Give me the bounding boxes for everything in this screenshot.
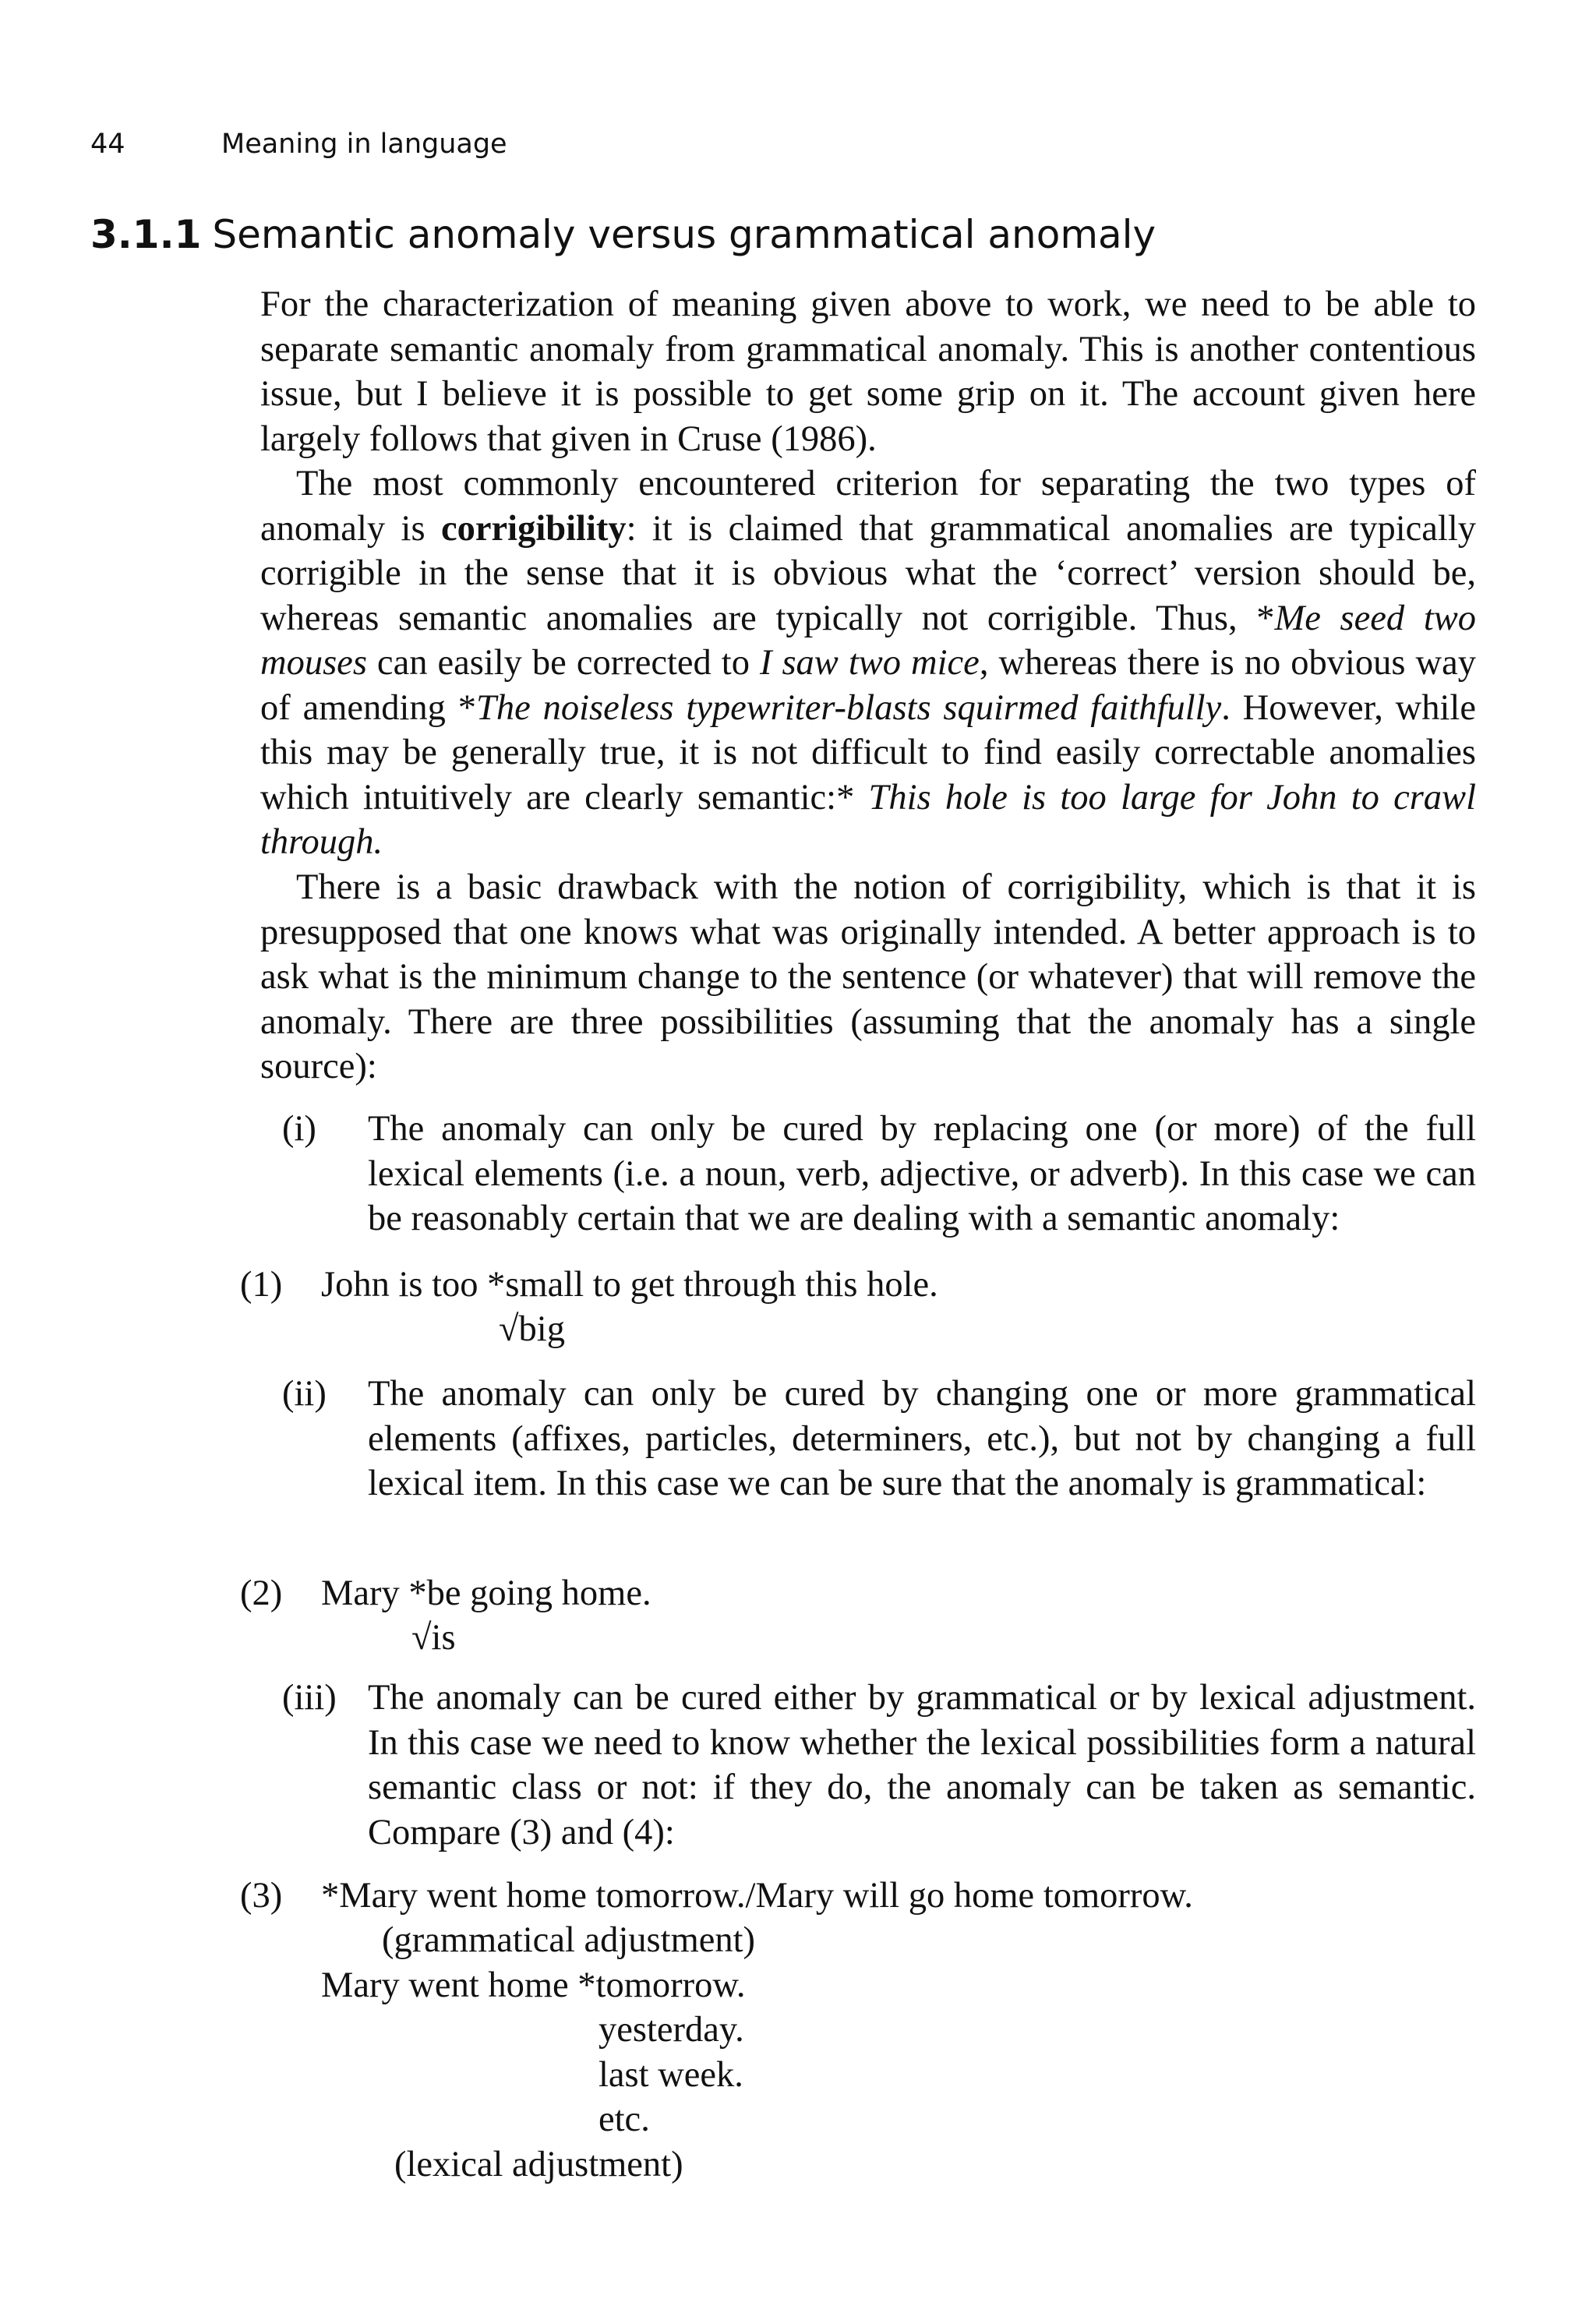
example-noiseless-typewriter: The noiseless typewriter-blasts squirmed faithfully [476,687,1222,728]
section-number: 3.1.1 [90,212,202,257]
possibility-text: The anomaly can only be cured by replacing one (or more) of the full lexical elements (i.e. a noun, verb, adjective, or adverb). In this case we can be reasonably certain that we are dealing with a semantic anomaly: [368,1109,1476,1238]
example-alternative: etc. [598,2099,650,2139]
body-paragraph-3: There is a basic drawback with the notion of corrigibility, which is that it is presupposed that one knows what was originally intended. A better approach is to ask what is the minimum change to the sentence (or whatever) that will remove the anomaly. There are three possibilities (assuming that the anomaly has a single source): [260,867,1476,1086]
example-this-hole: This hole is too large for John to crawl through. [260,777,1476,862]
example-i-saw-two-mice: I saw two mice [759,643,980,683]
possibility-marker: (iii) [282,1678,337,1718]
page-number: 44 [90,129,125,160]
example-correction: √is [411,1618,456,1658]
possibility-iii [282,1676,1476,1855]
possibility-text: The anomaly can only be cured by changing one or more grammatical elements (affixes, particles, determiners, etc.), but not by changing a full lexical item. In this case we can be sure that the anomaly is grammatical: [368,1374,1476,1503]
example-me-seed-two-mouses: Me seed two mouses [260,598,1477,683]
section-heading [90,212,1156,257]
example-sentence: Mary *be going home. [321,1573,651,1613]
possibility-marker: (i) [282,1109,316,1149]
possibility-ii [282,1372,1476,1506]
body-paragraph-2: The most commonly encountered criterion for separating the two types of anomaly is corrigibility: it is claimed that grammatical anomalies are typically corrigible in the sense that it is obvious what the ‘correct’ version should be, whereas semantic anomalies are typically not corrigible. Thus, *Me seed two mouses can easily be corrected to I saw two mice, whereas there is no obvious way of amending *The noiseless typewriter-blasts squirmed faithfully. However, while this may be generally true, it is not difficult to find easily correctable anomalies which intuitively are clearly semantic:* This hole is too large for John to crawl through. [260,464,1477,862]
example-line: Mary went home *tomorrow. [321,1965,746,2005]
example-correction: √big [499,1309,565,1349]
running-head [90,129,507,160]
example-3 [240,1873,1487,2201]
example-alternative: last week. [598,2055,743,2095]
example-alternative: yesterday. [598,2010,744,2050]
body-paragraph-1: For the characterization of meaning given above to work, we need to be able to separate semantic anomaly from grammatical anomaly. This is another contentious issue, but I believe it is possible to get some grip on it. The account given here largely follows that given in Cruse (1986). [260,284,1476,459]
running-head-title: Meaning in language [221,129,507,160]
example-line: (lexical adjustment) [394,2145,683,2184]
possibility-marker: (ii) [282,1374,327,1414]
example-sentence: John is too *small to get through this hole. [321,1265,938,1305]
example-number: (3) [240,1876,283,1916]
possibility-i [282,1107,1476,1241]
example-number: (1) [240,1265,283,1305]
example-line: (grammatical adjustment) [382,1920,756,1960]
example-line: *Mary went home tomorrow./Mary will go home tomorrow. [321,1876,1193,1916]
example-number: (2) [240,1573,283,1613]
term-corrigibility: corrigibility [440,508,627,549]
possibility-text: The anomaly can be cured either by grammatical or by lexical adjustment. In this case we need to know whether the lexical possibilities form a natural semantic class or not: if they do, the anomaly can be taken as semantic. Compare (3) and (4): [368,1678,1476,1852]
section-title: Semantic anomaly versus grammatical anomaly [212,212,1156,257]
